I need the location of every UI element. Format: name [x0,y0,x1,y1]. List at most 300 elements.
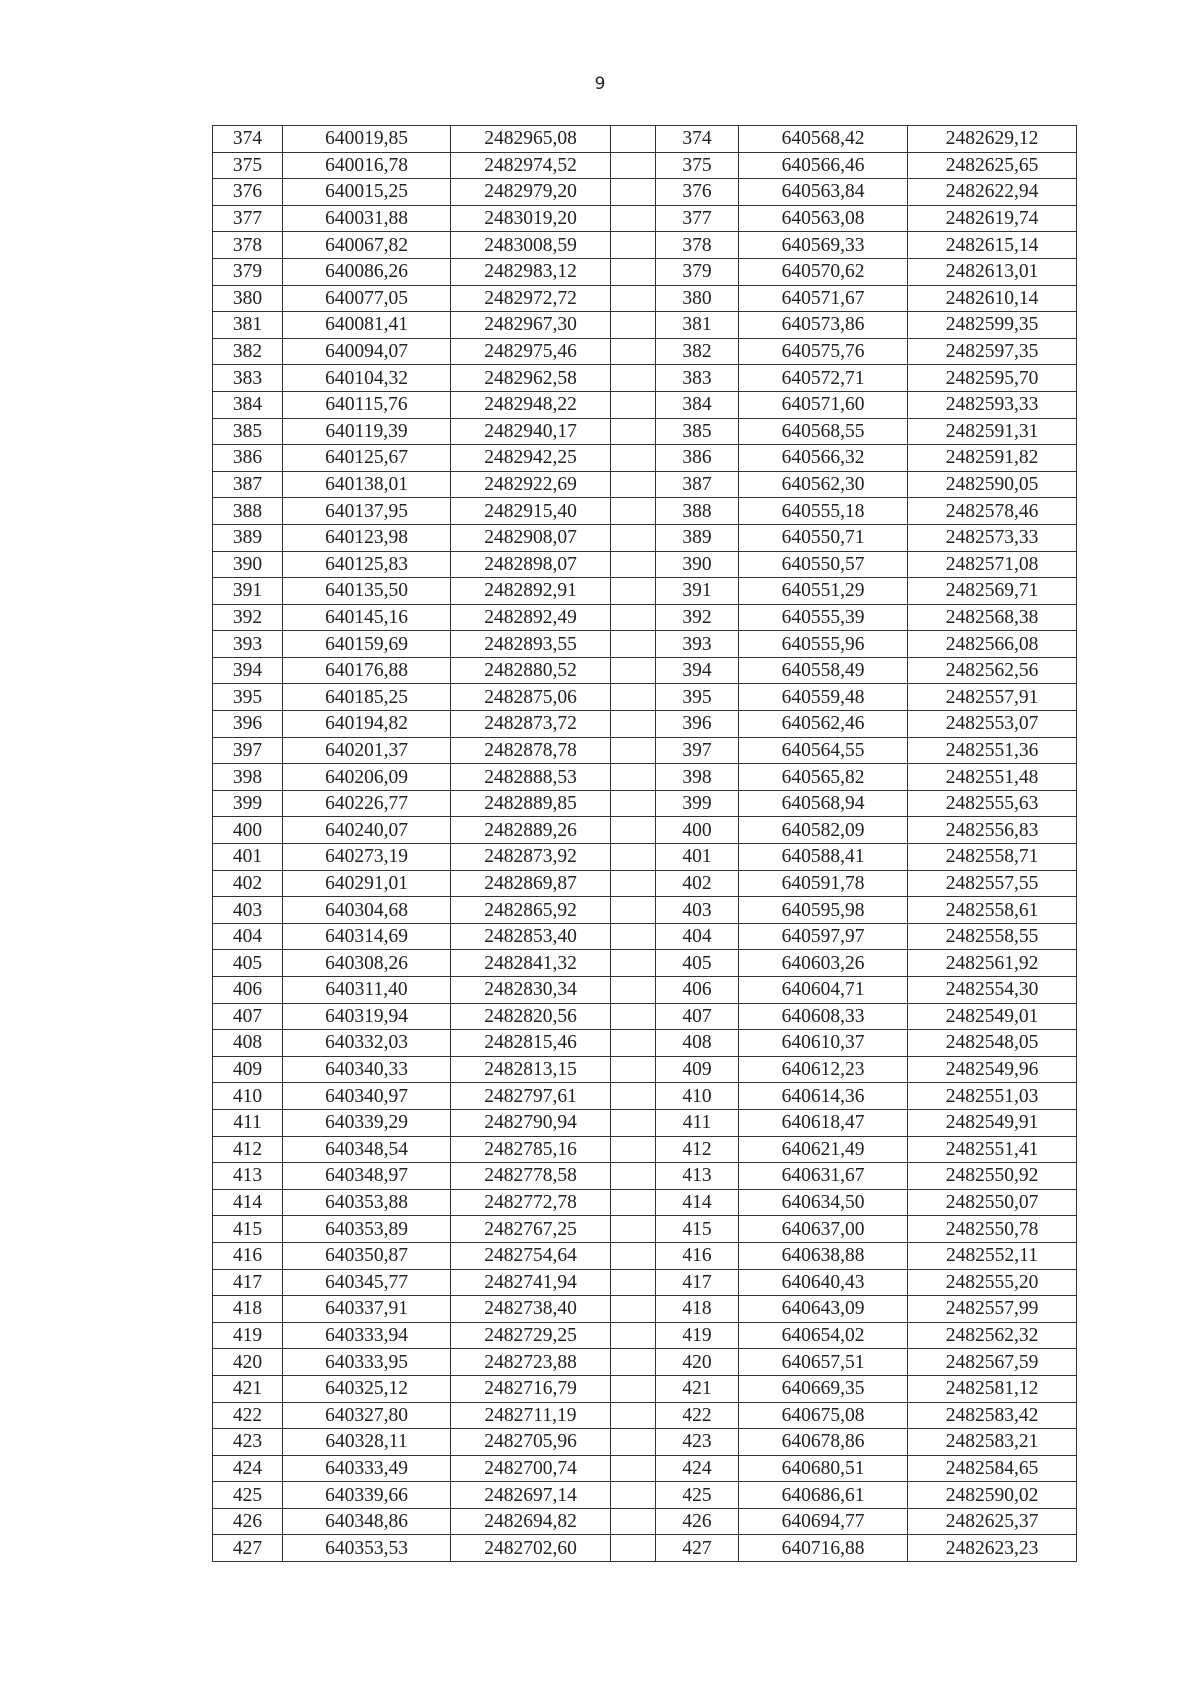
x-coordinate-cell: 640680,51 [739,1455,908,1482]
point-number-cell: 376 [656,179,739,206]
point-number-cell: 398 [213,764,283,791]
table-row [213,338,1077,365]
table-row [213,764,1077,791]
table-row [213,923,1077,950]
table-row [213,1535,1077,1562]
empty-separator-cell [611,711,656,738]
y-coordinate-cell: 2482967,30 [451,312,611,339]
y-coordinate-cell: 2482880,52 [451,657,611,684]
y-coordinate-cell: 2482551,41 [908,1136,1077,1163]
point-number-cell: 406 [656,977,739,1004]
empty-separator-cell [611,152,656,179]
empty-separator-cell [611,1109,656,1136]
y-coordinate-cell: 2482972,72 [451,285,611,312]
page-number: 9 [594,74,606,94]
empty-separator-cell [611,1508,656,1535]
point-number-cell: 404 [213,923,283,950]
x-coordinate-cell: 640603,26 [739,950,908,977]
empty-separator-cell [611,1136,656,1163]
table-row [213,1083,1077,1110]
y-coordinate-cell: 2482892,49 [451,604,611,631]
empty-separator-cell [611,1216,656,1243]
x-coordinate-cell: 640333,94 [283,1322,451,1349]
point-number-cell: 412 [656,1136,739,1163]
empty-separator-cell [611,1163,656,1190]
x-coordinate-cell: 640678,86 [739,1429,908,1456]
x-coordinate-cell: 640339,29 [283,1109,451,1136]
x-coordinate-cell: 640566,32 [739,445,908,472]
x-coordinate-cell: 640568,94 [739,790,908,817]
point-number-cell: 393 [213,631,283,658]
y-coordinate-cell: 2482705,96 [451,1429,611,1456]
y-coordinate-cell: 2482562,32 [908,1322,1077,1349]
x-coordinate-cell: 640094,07 [283,338,451,365]
x-coordinate-cell: 640206,09 [283,764,451,791]
table-row [213,524,1077,551]
point-number-cell: 388 [656,498,739,525]
y-coordinate-cell: 2482797,61 [451,1083,611,1110]
y-coordinate-cell: 2482865,92 [451,897,611,924]
table-row [213,1482,1077,1509]
point-number-cell: 420 [213,1349,283,1376]
x-coordinate-cell: 640654,02 [739,1322,908,1349]
y-coordinate-cell: 2482892,91 [451,578,611,605]
y-coordinate-cell: 2482557,55 [908,870,1077,897]
empty-separator-cell [611,870,656,897]
point-number-cell: 414 [656,1189,739,1216]
x-coordinate-cell: 640016,78 [283,152,451,179]
empty-separator-cell [611,817,656,844]
x-coordinate-cell: 640614,36 [739,1083,908,1110]
y-coordinate-cell: 2482888,53 [451,764,611,791]
x-coordinate-cell: 640348,54 [283,1136,451,1163]
x-coordinate-cell: 640555,18 [739,498,908,525]
empty-separator-cell [611,657,656,684]
empty-separator-cell [611,764,656,791]
x-coordinate-cell: 640562,46 [739,711,908,738]
y-coordinate-cell: 2482702,60 [451,1535,611,1562]
table-row [213,1242,1077,1269]
y-coordinate-cell: 2482567,59 [908,1349,1077,1376]
empty-separator-cell [611,365,656,392]
point-number-cell: 395 [656,684,739,711]
point-number-cell: 379 [656,258,739,285]
x-coordinate-cell: 640675,08 [739,1402,908,1429]
y-coordinate-cell: 2482889,26 [451,817,611,844]
table-row [213,950,1077,977]
x-coordinate-cell: 640086,26 [283,258,451,285]
x-coordinate-cell: 640588,41 [739,844,908,871]
y-coordinate-cell: 2482566,08 [908,631,1077,658]
y-coordinate-cell: 2482983,12 [451,258,611,285]
x-coordinate-cell: 640563,84 [739,179,908,206]
empty-separator-cell [611,471,656,498]
y-coordinate-cell: 2482590,02 [908,1482,1077,1509]
table-row [213,684,1077,711]
table-row [213,1375,1077,1402]
point-number-cell: 401 [213,844,283,871]
x-coordinate-cell: 640337,91 [283,1296,451,1323]
point-number-cell: 387 [213,471,283,498]
x-coordinate-cell: 640555,96 [739,631,908,658]
x-coordinate-cell: 640308,26 [283,950,451,977]
y-coordinate-cell: 2482583,42 [908,1402,1077,1429]
x-coordinate-cell: 640591,78 [739,870,908,897]
table-row [213,1429,1077,1456]
x-coordinate-cell: 640125,83 [283,551,451,578]
y-coordinate-cell: 2482548,05 [908,1030,1077,1057]
table-row [213,897,1077,924]
table-row [213,1216,1077,1243]
table-row [213,258,1077,285]
x-coordinate-cell: 640686,61 [739,1482,908,1509]
table-row [213,312,1077,339]
point-number-cell: 408 [213,1030,283,1057]
empty-separator-cell [611,498,656,525]
empty-separator-cell [611,338,656,365]
x-coordinate-cell: 640348,97 [283,1163,451,1190]
y-coordinate-cell: 2482554,30 [908,977,1077,1004]
y-coordinate-cell: 2482738,40 [451,1296,611,1323]
point-number-cell: 418 [213,1296,283,1323]
empty-separator-cell [611,205,656,232]
x-coordinate-cell: 640621,49 [739,1136,908,1163]
table-row [213,844,1077,871]
y-coordinate-cell: 2482552,11 [908,1242,1077,1269]
table-row [213,790,1077,817]
table-row [213,1269,1077,1296]
point-number-cell: 385 [656,418,739,445]
y-coordinate-cell: 2482741,94 [451,1269,611,1296]
point-number-cell: 378 [656,232,739,259]
x-coordinate-cell: 640125,67 [283,445,451,472]
x-coordinate-cell: 640657,51 [739,1349,908,1376]
point-number-cell: 415 [656,1216,739,1243]
point-number-cell: 394 [656,657,739,684]
point-number-cell: 422 [656,1402,739,1429]
x-coordinate-cell: 640559,48 [739,684,908,711]
y-coordinate-cell: 2482694,82 [451,1508,611,1535]
y-coordinate-cell: 2482962,58 [451,365,611,392]
x-coordinate-cell: 640137,95 [283,498,451,525]
empty-separator-cell [611,1535,656,1562]
empty-separator-cell [611,604,656,631]
x-coordinate-cell: 640575,76 [739,338,908,365]
y-coordinate-cell: 2482830,34 [451,977,611,1004]
table-row [213,1455,1077,1482]
x-coordinate-cell: 640604,71 [739,977,908,1004]
point-number-cell: 377 [213,205,283,232]
y-coordinate-cell: 2483008,59 [451,232,611,259]
y-coordinate-cell: 2482590,05 [908,471,1077,498]
point-number-cell: 397 [213,737,283,764]
table-row [213,737,1077,764]
point-number-cell: 423 [213,1429,283,1456]
empty-separator-cell [611,391,656,418]
point-number-cell: 404 [656,923,739,950]
empty-separator-cell [611,312,656,339]
point-number-cell: 407 [656,1003,739,1030]
point-number-cell: 374 [656,126,739,153]
y-coordinate-cell: 2482815,46 [451,1030,611,1057]
x-coordinate-cell: 640564,55 [739,737,908,764]
x-coordinate-cell: 640631,67 [739,1163,908,1190]
x-coordinate-cell: 640135,50 [283,578,451,605]
point-number-cell: 419 [213,1322,283,1349]
point-number-cell: 399 [656,790,739,817]
point-number-cell: 375 [656,152,739,179]
empty-separator-cell [611,179,656,206]
point-number-cell: 418 [656,1296,739,1323]
x-coordinate-cell: 640081,41 [283,312,451,339]
point-number-cell: 415 [213,1216,283,1243]
point-number-cell: 382 [213,338,283,365]
y-coordinate-cell: 2482573,33 [908,524,1077,551]
table-row [213,578,1077,605]
point-number-cell: 413 [656,1163,739,1190]
y-coordinate-cell: 2482716,79 [451,1375,611,1402]
y-coordinate-cell: 2482975,46 [451,338,611,365]
x-coordinate-cell: 640610,37 [739,1030,908,1057]
y-coordinate-cell: 2482790,94 [451,1109,611,1136]
point-number-cell: 381 [213,312,283,339]
table-row [213,471,1077,498]
empty-separator-cell [611,737,656,764]
y-coordinate-cell: 2482754,64 [451,1242,611,1269]
y-coordinate-cell: 2482549,01 [908,1003,1077,1030]
x-coordinate-cell: 640558,49 [739,657,908,684]
point-number-cell: 400 [656,817,739,844]
y-coordinate-cell: 2482625,37 [908,1508,1077,1535]
empty-separator-cell [611,445,656,472]
point-number-cell: 386 [656,445,739,472]
empty-separator-cell [611,631,656,658]
y-coordinate-cell: 2482623,23 [908,1535,1077,1562]
empty-separator-cell [611,844,656,871]
x-coordinate-cell: 640565,82 [739,764,908,791]
point-number-cell: 402 [656,870,739,897]
y-coordinate-cell: 2482558,61 [908,897,1077,924]
y-coordinate-cell: 2482578,46 [908,498,1077,525]
x-coordinate-cell: 640176,88 [283,657,451,684]
point-number-cell: 410 [656,1083,739,1110]
point-number-cell: 398 [656,764,739,791]
point-number-cell: 374 [213,126,283,153]
x-coordinate-cell: 640145,16 [283,604,451,631]
point-number-cell: 405 [656,950,739,977]
point-number-cell: 383 [213,365,283,392]
x-coordinate-cell: 640716,88 [739,1535,908,1562]
y-coordinate-cell: 2482613,01 [908,258,1077,285]
point-number-cell: 381 [656,312,739,339]
point-number-cell: 426 [656,1508,739,1535]
y-coordinate-cell: 2482561,92 [908,950,1077,977]
table-row [213,152,1077,179]
y-coordinate-cell: 2482841,32 [451,950,611,977]
x-coordinate-cell: 640159,69 [283,631,451,658]
y-coordinate-cell: 2482772,78 [451,1189,611,1216]
x-coordinate-cell: 640201,37 [283,737,451,764]
x-coordinate-cell: 640031,88 [283,205,451,232]
empty-separator-cell [611,524,656,551]
x-coordinate-cell: 640138,01 [283,471,451,498]
y-coordinate-cell: 2482813,15 [451,1056,611,1083]
y-coordinate-cell: 2482550,92 [908,1163,1077,1190]
x-coordinate-cell: 640345,77 [283,1269,451,1296]
x-coordinate-cell: 640328,11 [283,1429,451,1456]
point-number-cell: 378 [213,232,283,259]
point-number-cell: 421 [656,1375,739,1402]
point-number-cell: 410 [213,1083,283,1110]
y-coordinate-cell: 2482625,65 [908,152,1077,179]
y-coordinate-cell: 2482853,40 [451,923,611,950]
y-coordinate-cell: 2482767,25 [451,1216,611,1243]
point-number-cell: 386 [213,445,283,472]
point-number-cell: 422 [213,1402,283,1429]
point-number-cell: 390 [656,551,739,578]
y-coordinate-cell: 2482898,07 [451,551,611,578]
y-coordinate-cell: 2482942,25 [451,445,611,472]
point-number-cell: 426 [213,1508,283,1535]
empty-separator-cell [611,1083,656,1110]
x-coordinate-cell: 640551,29 [739,578,908,605]
y-coordinate-cell: 2482873,72 [451,711,611,738]
point-number-cell: 406 [213,977,283,1004]
point-number-cell: 399 [213,790,283,817]
point-number-cell: 411 [213,1109,283,1136]
point-number-cell: 396 [213,711,283,738]
point-number-cell: 411 [656,1109,739,1136]
x-coordinate-cell: 640115,76 [283,391,451,418]
x-coordinate-cell: 640077,05 [283,285,451,312]
table-row [213,1136,1077,1163]
y-coordinate-cell: 2482610,14 [908,285,1077,312]
x-coordinate-cell: 640333,95 [283,1349,451,1376]
y-coordinate-cell: 2482729,25 [451,1322,611,1349]
point-number-cell: 377 [656,205,739,232]
y-coordinate-cell: 2482785,16 [451,1136,611,1163]
y-coordinate-cell: 2482723,88 [451,1349,611,1376]
table-row [213,1189,1077,1216]
point-number-cell: 405 [213,950,283,977]
x-coordinate-cell: 640638,88 [739,1242,908,1269]
table-row [213,1508,1077,1535]
y-coordinate-cell: 2482593,33 [908,391,1077,418]
point-number-cell: 420 [656,1349,739,1376]
y-coordinate-cell: 2482979,20 [451,179,611,206]
table-row [213,232,1077,259]
y-coordinate-cell: 2482591,31 [908,418,1077,445]
y-coordinate-cell: 2482558,71 [908,844,1077,871]
x-coordinate-cell: 640637,00 [739,1216,908,1243]
empty-separator-cell [611,551,656,578]
y-coordinate-cell: 2482557,91 [908,684,1077,711]
table-row [213,445,1077,472]
y-coordinate-cell: 2482557,99 [908,1296,1077,1323]
y-coordinate-cell: 2482965,08 [451,126,611,153]
x-coordinate-cell: 640353,88 [283,1189,451,1216]
empty-separator-cell [611,1322,656,1349]
empty-separator-cell [611,1296,656,1323]
x-coordinate-cell: 640311,40 [283,977,451,1004]
table-row [213,711,1077,738]
point-number-cell: 417 [656,1269,739,1296]
table-row [213,1003,1077,1030]
y-coordinate-cell: 2482562,56 [908,657,1077,684]
empty-separator-cell [611,258,656,285]
table-row [213,391,1077,418]
x-coordinate-cell: 640273,19 [283,844,451,871]
x-coordinate-cell: 640067,82 [283,232,451,259]
point-number-cell: 400 [213,817,283,844]
empty-separator-cell [611,418,656,445]
point-number-cell: 425 [213,1482,283,1509]
point-number-cell: 424 [656,1455,739,1482]
point-number-cell: 392 [213,604,283,631]
empty-separator-cell [611,1375,656,1402]
point-number-cell: 384 [656,391,739,418]
x-coordinate-cell: 640240,07 [283,817,451,844]
x-coordinate-cell: 640595,98 [739,897,908,924]
table-row [213,817,1077,844]
table-row [213,604,1077,631]
y-coordinate-cell: 2482629,12 [908,126,1077,153]
x-coordinate-cell: 640327,80 [283,1402,451,1429]
coordinates-table-body [213,126,1077,1562]
x-coordinate-cell: 640015,25 [283,179,451,206]
x-coordinate-cell: 640569,33 [739,232,908,259]
point-number-cell: 375 [213,152,283,179]
x-coordinate-cell: 640314,69 [283,923,451,950]
x-coordinate-cell: 640573,86 [739,312,908,339]
point-number-cell: 403 [656,897,739,924]
point-number-cell: 392 [656,604,739,631]
y-coordinate-cell: 2482556,83 [908,817,1077,844]
x-coordinate-cell: 640291,01 [283,870,451,897]
y-coordinate-cell: 2482940,17 [451,418,611,445]
point-number-cell: 393 [656,631,739,658]
y-coordinate-cell: 2482700,74 [451,1455,611,1482]
x-coordinate-cell: 640340,97 [283,1083,451,1110]
empty-separator-cell [611,1056,656,1083]
y-coordinate-cell: 2482591,82 [908,445,1077,472]
y-coordinate-cell: 2482550,78 [908,1216,1077,1243]
x-coordinate-cell: 640563,08 [739,205,908,232]
empty-separator-cell [611,285,656,312]
point-number-cell: 425 [656,1482,739,1509]
empty-separator-cell [611,1269,656,1296]
x-coordinate-cell: 640612,23 [739,1056,908,1083]
point-number-cell: 408 [656,1030,739,1057]
y-coordinate-cell: 2482820,56 [451,1003,611,1030]
y-coordinate-cell: 2482875,06 [451,684,611,711]
empty-separator-cell [611,1003,656,1030]
table-row [213,1163,1077,1190]
x-coordinate-cell: 640340,33 [283,1056,451,1083]
empty-separator-cell [611,232,656,259]
point-number-cell: 413 [213,1163,283,1190]
x-coordinate-cell: 640568,42 [739,126,908,153]
y-coordinate-cell: 2482597,35 [908,338,1077,365]
point-number-cell: 380 [213,285,283,312]
point-number-cell: 421 [213,1375,283,1402]
x-coordinate-cell: 640555,39 [739,604,908,631]
x-coordinate-cell: 640571,60 [739,391,908,418]
empty-separator-cell [611,1242,656,1269]
point-number-cell: 382 [656,338,739,365]
point-number-cell: 379 [213,258,283,285]
point-number-cell: 416 [656,1242,739,1269]
